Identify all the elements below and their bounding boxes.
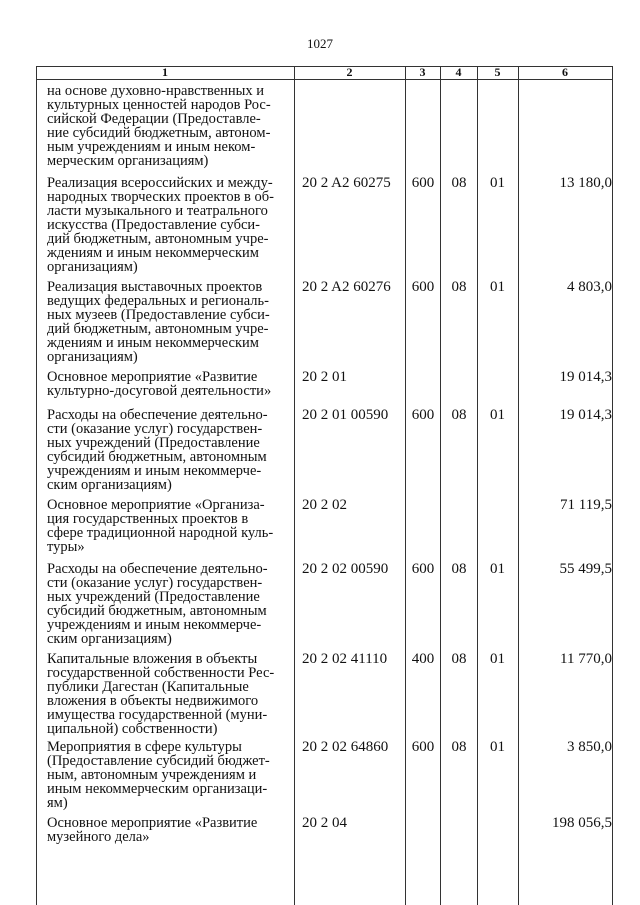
page-number: 1027: [307, 36, 333, 51]
column-divider-1: [294, 66, 295, 905]
description-line: Мероприятия в сфере культуры: [47, 739, 242, 755]
description-line: ским организациям): [47, 477, 172, 493]
column-divider-2: [405, 66, 406, 905]
description-line: музейного дела»: [47, 829, 150, 845]
description-line: иным некоммерческим организаци-: [47, 781, 268, 797]
header-col-5: 5: [494, 65, 501, 79]
description-line: ям): [47, 795, 68, 811]
header-col-2: 2: [346, 65, 353, 79]
row-description: [47, 652, 294, 736]
description-line: сти (оказание услуг) государствен-: [47, 575, 263, 591]
row-expense-type: 600: [411, 407, 435, 423]
row-expense-type: 400: [411, 651, 435, 667]
description-line: культурных ценностей народов Рос-: [47, 97, 271, 113]
row-description: [47, 84, 294, 168]
description-line: имущества государственной (муни-: [47, 707, 268, 723]
description-line: ных музеев (Предоставление субси-: [47, 307, 270, 323]
description-line: мерческим организациям): [47, 153, 209, 169]
row-section: 08: [451, 175, 467, 191]
table-right-border: [612, 66, 613, 905]
column-divider-3: [440, 66, 441, 905]
row-description: [47, 370, 294, 398]
description-line: на основе духовно-нравственных и: [47, 83, 265, 99]
row-subsection: 01: [490, 739, 505, 755]
row-code: 20 2 01 00590: [302, 407, 389, 423]
description-line: вложения в объекты недвижимого: [47, 693, 259, 709]
row-code: 20 2 02: [302, 497, 347, 513]
description-line: культурно-досуговой деятельности»: [47, 383, 272, 399]
row-section: 08: [451, 739, 467, 755]
row-amount: 198 056,5: [552, 815, 612, 831]
row-description: [47, 408, 294, 492]
description-line: Основное мероприятие «Развитие: [47, 815, 258, 831]
description-line: ждениям и иным некоммерческим: [47, 335, 259, 351]
row-code: 20 2 A2 60275: [302, 175, 391, 191]
description-line: субсидий бюджетным, автономным: [47, 603, 267, 619]
description-line: сфере традиционной народной куль-: [47, 525, 274, 541]
description-line: дий бюджетным, автономным учре-: [47, 231, 269, 247]
row-description: [47, 816, 294, 844]
row-description: [47, 562, 294, 646]
description-line: Капитальные вложения в объекты: [47, 651, 258, 667]
row-code: 20 2 02 00590: [302, 561, 389, 577]
description-line: ведущих федеральных и региональ-: [47, 293, 269, 309]
description-line: ским организациям): [47, 631, 172, 647]
row-description: [47, 280, 294, 364]
description-line: государственной собственности Рес-: [47, 665, 275, 681]
description-line: ным учреждениям и иным неком-: [47, 139, 256, 155]
description-line: ждениям и иным некоммерческим: [47, 245, 259, 261]
description-line: Основное мероприятие «Организа-: [47, 497, 265, 513]
row-expense-type: 600: [411, 561, 435, 577]
description-line: Расходы на обеспечение деятельно-: [47, 561, 268, 577]
description-line: Основное мероприятие «Развитие: [47, 369, 258, 385]
row-description: [47, 498, 294, 554]
table-header-row: [36, 66, 612, 79]
row-subsection: 01: [490, 407, 505, 423]
description-line: Реализация выставочных проектов: [47, 279, 263, 295]
description-line: сти (оказание услуг) государствен-: [47, 421, 263, 437]
description-line: организациям): [47, 259, 138, 275]
description-line: ция государственных проектов в: [47, 511, 249, 527]
row-section: 08: [451, 407, 467, 423]
row-code: 20 2 02 41110: [302, 651, 388, 667]
row-amount: 4 803,0: [567, 279, 612, 295]
row-expense-type: 600: [411, 739, 435, 755]
header-bottom-border: [36, 79, 612, 80]
description-line: ным, автономным учреждениям и: [47, 767, 257, 783]
description-line: публики Дагестан (Капитальные: [47, 679, 249, 695]
description-line: Расходы на обеспечение деятельно-: [47, 407, 268, 423]
row-section: 08: [451, 279, 467, 295]
row-amount: 11 770,0: [560, 651, 612, 667]
row-code: 20 2 04: [302, 815, 347, 831]
row-amount: 19 014,3: [559, 369, 612, 385]
description-line: субсидий бюджетным, автономным: [47, 449, 267, 465]
description-line: ных учреждений (Предоставление: [47, 435, 260, 451]
row-description: [47, 176, 294, 274]
row-section: 08: [451, 561, 467, 577]
description-line: сийской Федерации (Предоставле-: [47, 111, 261, 127]
description-line: народных творческих проектов в об-: [47, 189, 274, 205]
description-line: ных учреждений (Предоставление: [47, 589, 260, 605]
description-line: ние субсидий бюджетным, автоном-: [47, 125, 271, 141]
column-divider-5: [518, 66, 519, 905]
row-description: [47, 740, 294, 810]
description-line: дий бюджетным, автономным учре-: [47, 321, 269, 337]
header-col-3: 3: [419, 65, 426, 79]
row-subsection: 01: [490, 175, 505, 191]
row-code: 20 2 02 64860: [302, 739, 389, 755]
row-subsection: 01: [490, 279, 505, 295]
row-amount: 19 014,3: [559, 407, 612, 423]
description-line: искусства (Предоставление субси-: [47, 217, 260, 233]
description-line: организациям): [47, 349, 138, 365]
header-col-4: 4: [455, 65, 462, 79]
header-col-1: 1: [162, 65, 168, 79]
row-amount: 71 119,5: [560, 497, 612, 513]
row-amount: 55 499,5: [559, 561, 612, 577]
row-code: 20 2 01: [302, 369, 347, 385]
column-divider-4: [477, 66, 478, 905]
row-expense-type: 600: [411, 175, 435, 191]
row-section: 08: [451, 651, 467, 667]
description-line: Реализация всероссийских и между-: [47, 175, 273, 191]
row-expense-type: 600: [411, 279, 435, 295]
description-line: (Предоставление субсидий бюджет-: [47, 753, 270, 769]
row-code: 20 2 A2 60276: [302, 279, 391, 295]
budget-table: [36, 66, 612, 905]
row-amount: 13 180,0: [559, 175, 612, 191]
row-subsection: 01: [490, 651, 505, 667]
description-line: учреждениям и иным некоммерче-: [47, 463, 262, 479]
description-line: учреждениям и иным некоммерче-: [47, 617, 262, 633]
description-line: туры»: [47, 539, 85, 555]
header-col-6: 6: [562, 65, 568, 79]
row-subsection: 01: [490, 561, 505, 577]
row-amount: 3 850,0: [567, 739, 612, 755]
description-line: ласти музыкального и театрального: [47, 203, 268, 219]
description-line: ципальной) собственности): [47, 721, 218, 737]
table-left-border: [36, 66, 37, 905]
